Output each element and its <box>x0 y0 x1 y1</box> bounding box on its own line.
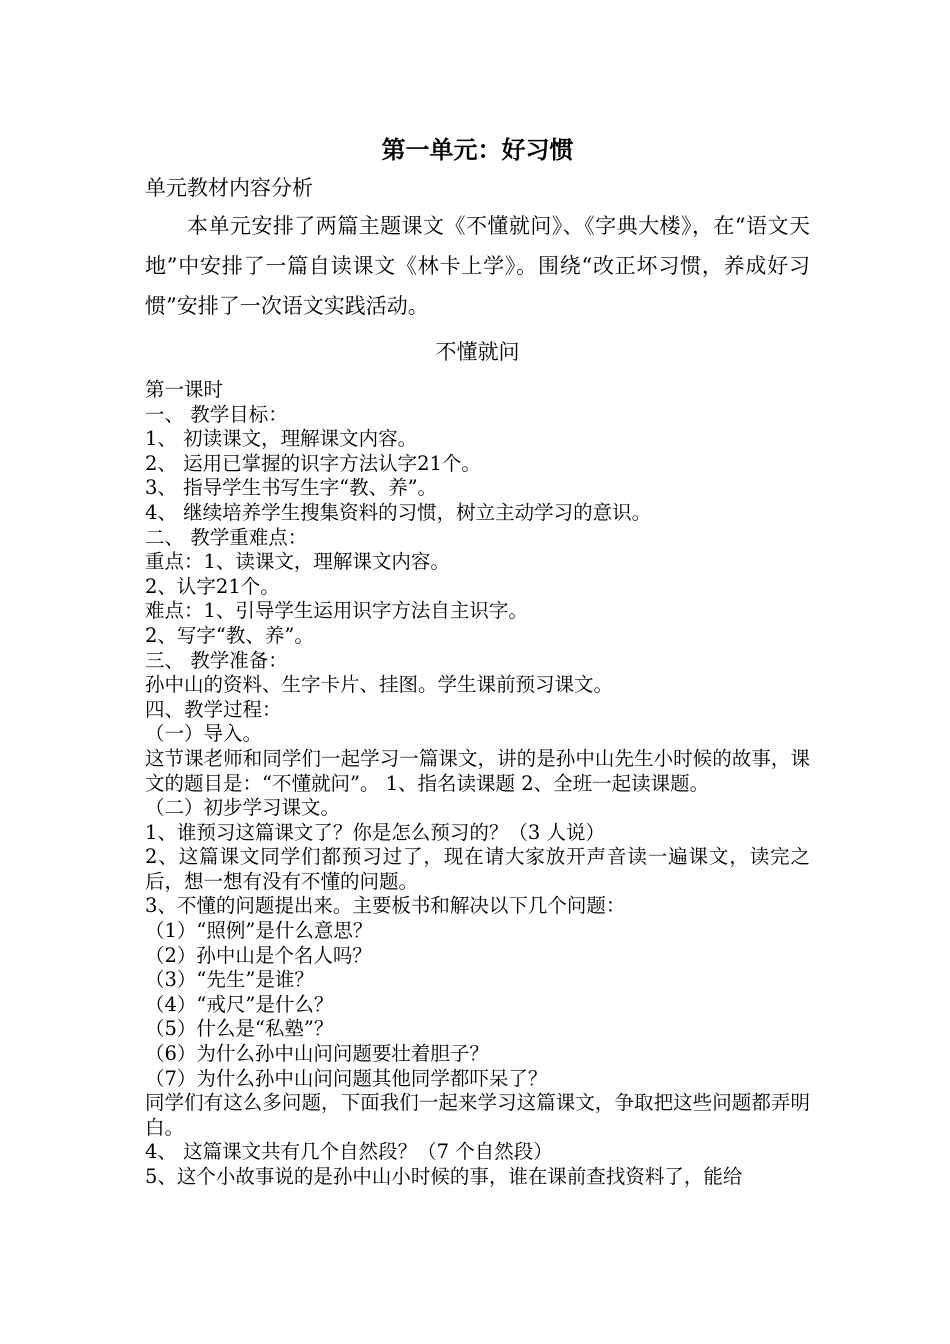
intro-paragraph: 本单元安排了两篇主题课文《不懂就问》、《字典大楼》，在“语文天地”中安排了一篇自读课文《林卡上学》。围绕“改正坏习惯，养成好习惯”安排了一次语文实践活动。 <box>145 214 810 318</box>
text-line: 2、写字“教、养”。 <box>145 623 314 647</box>
text-line: 四、教学过程： <box>145 697 282 721</box>
section-heading: 单元教材内容分析 <box>145 176 313 200</box>
text-line: （一）导入。 <box>145 722 263 746</box>
text-line: 2、这篇课文同学们都预习过了，现在请大家放开声音读一遍课文，读完之后，想一想有没有不懂的问题。 <box>145 845 810 893</box>
document-title: 第一单元：好习惯 <box>381 135 574 164</box>
text-line: （二）初步学习课文。 <box>145 796 341 820</box>
text-line: 重点：1、读课文，理解课文内容。 <box>145 550 450 574</box>
text-line: 孙中山的资料、生字卡片、挂图。学生课前预习课文。 <box>145 673 614 697</box>
text-line: （1）“照例”是什么意思？ <box>145 919 373 943</box>
text-line: （7）为什么孙中山问问题其他同学都吓呆了？ <box>145 1066 548 1090</box>
lesson-body <box>145 378 810 1190</box>
text-line: 二、 教学重难点： <box>145 525 308 549</box>
text-line: （6）为什么孙中山问问题要壮着胆子？ <box>145 1042 489 1066</box>
text-line: 1、 初读课文，理解课文内容。 <box>145 427 418 451</box>
text-line: 4、 这篇课文共有几个自然段？（7 个自然段） <box>145 1140 553 1164</box>
text-line: 3、不懂的问题提出来。主要板书和解决以下几个问题： <box>145 894 626 918</box>
text-line: 难点：1、引导学生运用识字方法自主识字。 <box>145 599 528 623</box>
text-line: 同学们有这么多问题，下面我们一起来学习这篇课文，争取把这些问题都弄明白。 <box>145 1091 810 1139</box>
text-line: （3）“先生”是谁？ <box>145 968 314 992</box>
text-line: （4）“戒尺”是什么？ <box>145 992 334 1016</box>
text-line: 5、这个小故事说的是孙中山小时候的事，谁在课前查找资料了，能给 <box>145 1165 743 1188</box>
text-line: 4、 继续培养学生搜集资料的习惯，树立主动学习的意识。 <box>145 500 652 524</box>
text-line: 这节课老师和同学们一起学习一篇课文，讲的是孙中山先生小时候的故事，课文的题目是：“不懂就问”。 1、指名读课题 2、全班一起读课题。 <box>145 746 810 795</box>
text-line: 2、认字21个。 <box>145 574 280 598</box>
text-line: 一、 教学目标： <box>145 402 288 426</box>
text-line: 第一课时 <box>145 378 224 401</box>
text-line: 3、 指导学生书写生字“教、养”。 <box>145 476 438 500</box>
text-line: （5）什么是“私塾”？ <box>145 1017 334 1041</box>
text-line: （2）孙中山是个名人吗？ <box>145 943 372 967</box>
document-page <box>145 128 810 1190</box>
text-line: 1、谁预习这篇课文了？你是怎么预习的？（3 人说） <box>145 820 606 844</box>
lesson-title: 不懂就问 <box>435 340 520 364</box>
text-line: 三、 教学准备： <box>145 648 288 672</box>
text-line: 2、 运用已掌握的识字方法认字21个。 <box>145 451 481 475</box>
